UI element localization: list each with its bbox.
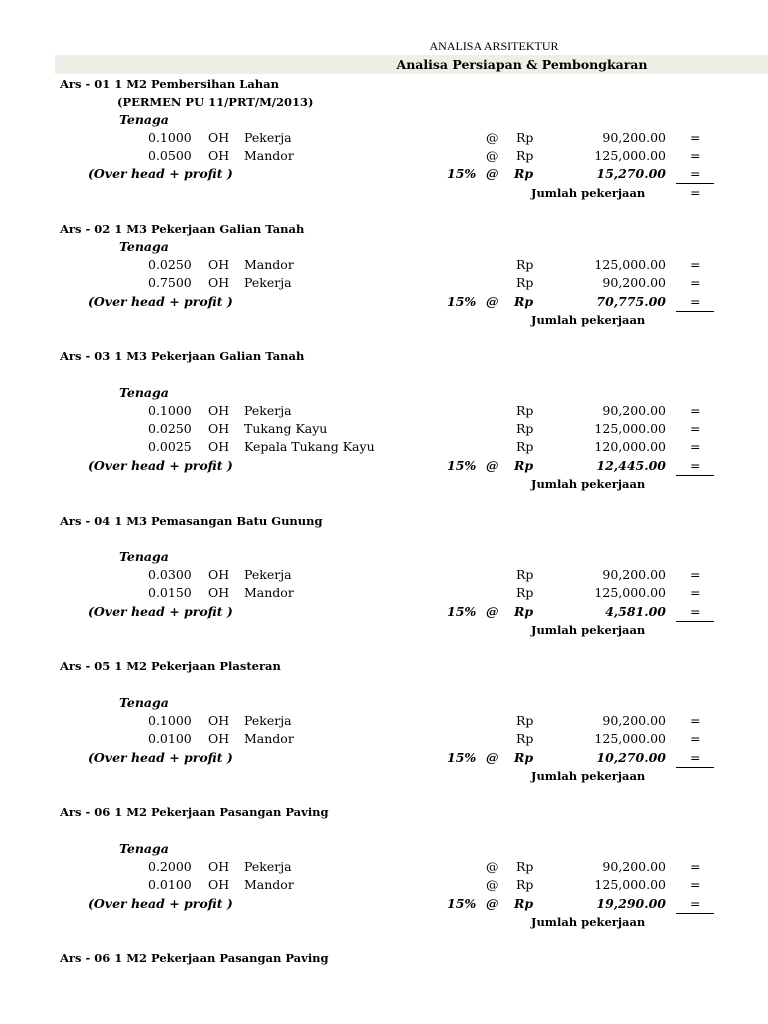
overhead-value: 12,445.00 [596, 458, 666, 473]
currency: Rp [514, 750, 534, 765]
overhead-value: 19,290.00 [596, 896, 666, 911]
coefficient: 0.0250 [148, 257, 192, 272]
price: 125,000.00 [594, 421, 666, 436]
equals-sign: = [690, 585, 701, 600]
overhead-percent: 15% [447, 896, 477, 911]
section-code: Ars - 04 1 M3 Pemasangan Batu Gunung [60, 514, 323, 528]
equals-sign: = [690, 731, 701, 746]
tenaga-label: Tenaga [119, 385, 169, 400]
tenaga-label: Tenaga [119, 112, 169, 127]
labor-name: Pekerja [244, 567, 292, 582]
currency: Rp [516, 421, 534, 436]
overhead-label: (Over head + profit ) [88, 896, 233, 911]
tenaga-label: Tenaga [119, 239, 169, 254]
currency: Rp [514, 458, 534, 473]
at-sign: @ [486, 604, 499, 619]
unit: OH [208, 257, 230, 272]
equals-sign: = [690, 130, 701, 145]
equals-sign: = [690, 877, 701, 892]
equals-sign: = [690, 185, 701, 200]
labor-name: Mandor [244, 731, 294, 746]
jumlah-label: Jumlah pekerjaan [531, 769, 646, 783]
labor-name: Pekerja [244, 713, 292, 728]
tenaga-label: Tenaga [119, 841, 169, 856]
section-code: Ars - 03 1 M3 Pekerjaan Galian Tanah [60, 349, 305, 363]
section-reference: (PERMEN PU 11/PRT/M/2013) [117, 95, 314, 109]
unit: OH [208, 859, 230, 874]
currency: Rp [516, 713, 534, 728]
coefficient: 0.0100 [148, 877, 192, 892]
labor-name: Mandor [244, 585, 294, 600]
section-code: Ars - 06 1 M2 Pekerjaan Pasangan Paving [60, 805, 329, 819]
price: 125,000.00 [594, 877, 666, 892]
jumlah-label: Jumlah pekerjaan [531, 186, 646, 200]
overhead-value: 15,270.00 [596, 166, 666, 181]
overhead-percent: 15% [447, 166, 477, 181]
equals-sign: = [690, 859, 701, 874]
total-underline [676, 913, 714, 914]
at-sign: @ [486, 896, 499, 911]
labor-name: Pekerja [244, 130, 292, 145]
equals-sign: = [690, 403, 701, 418]
unit: OH [208, 877, 230, 892]
currency: Rp [516, 257, 534, 272]
equals-sign: = [690, 458, 701, 473]
price: 120,000.00 [594, 439, 666, 454]
overhead-percent: 15% [447, 604, 477, 619]
coefficient: 0.0500 [148, 148, 192, 163]
price: 90,200.00 [602, 403, 666, 418]
unit: OH [208, 403, 230, 418]
at-sign: @ [486, 877, 499, 892]
at-sign: @ [486, 294, 499, 309]
currency: Rp [516, 148, 534, 163]
coefficient: 0.0300 [148, 567, 192, 582]
at-sign: @ [486, 166, 499, 181]
equals-sign: = [690, 166, 701, 181]
equals-sign: = [690, 750, 701, 765]
unit: OH [208, 421, 230, 436]
section-code: Ars - 06 1 M2 Pekerjaan Pasangan Paving [60, 951, 329, 965]
equals-sign: = [690, 275, 701, 290]
tenaga-label: Tenaga [119, 695, 169, 710]
jumlah-label: Jumlah pekerjaan [531, 623, 646, 637]
equals-sign: = [690, 257, 701, 272]
currency: Rp [516, 439, 534, 454]
overhead-label: (Over head + profit ) [88, 166, 233, 181]
unit: OH [208, 439, 230, 454]
price: 90,200.00 [602, 130, 666, 145]
overhead-percent: 15% [447, 294, 477, 309]
coefficient: 0.0250 [148, 421, 192, 436]
jumlah-label: Jumlah pekerjaan [531, 477, 646, 491]
at-sign: @ [486, 458, 499, 473]
currency: Rp [516, 731, 534, 746]
total-underline [676, 311, 714, 312]
unit: OH [208, 731, 230, 746]
price: 90,200.00 [602, 567, 666, 582]
currency: Rp [514, 896, 534, 911]
price: 90,200.00 [602, 713, 666, 728]
at-sign: @ [486, 130, 499, 145]
overhead-percent: 15% [447, 750, 477, 765]
at-sign: @ [486, 148, 499, 163]
price: 125,000.00 [594, 148, 666, 163]
section-code: Ars - 05 1 M2 Pekerjaan Plasteran [60, 659, 281, 673]
currency: Rp [514, 604, 534, 619]
currency: Rp [516, 585, 534, 600]
equals-sign: = [690, 439, 701, 454]
currency: Rp [516, 567, 534, 582]
price: 90,200.00 [602, 859, 666, 874]
labor-name: Pekerja [244, 403, 292, 418]
labor-name: Kepala Tukang Kayu [244, 439, 375, 454]
unit: OH [208, 713, 230, 728]
page-subtitle: Analisa Persiapan & Pembongkaran [396, 57, 648, 72]
equals-sign: = [690, 713, 701, 728]
unit: OH [208, 148, 230, 163]
labor-name: Mandor [244, 877, 294, 892]
overhead-value: 4,581.00 [605, 604, 666, 619]
equals-sign: = [690, 148, 701, 163]
tenaga-label: Tenaga [119, 549, 169, 564]
unit: OH [208, 275, 230, 290]
labor-name: Mandor [244, 148, 294, 163]
overhead-value: 70,775.00 [596, 294, 666, 309]
price: 90,200.00 [602, 275, 666, 290]
labor-name: Pekerja [244, 275, 292, 290]
total-underline [676, 475, 714, 476]
unit: OH [208, 585, 230, 600]
labor-name: Tukang Kayu [244, 421, 328, 436]
labor-name: Mandor [244, 257, 294, 272]
equals-sign: = [690, 604, 701, 619]
jumlah-label: Jumlah pekerjaan [531, 915, 646, 929]
currency: Rp [516, 859, 534, 874]
coefficient: 0.2000 [148, 859, 192, 874]
coefficient: 0.0025 [148, 439, 192, 454]
unit: OH [208, 567, 230, 582]
overhead-value: 10,270.00 [596, 750, 666, 765]
currency: Rp [516, 275, 534, 290]
currency: Rp [514, 294, 534, 309]
coefficient: 0.1000 [148, 403, 192, 418]
section-code: Ars - 01 1 M2 Pembersihan Lahan [60, 77, 279, 91]
section-code: Ars - 02 1 M3 Pekerjaan Galian Tanah [60, 222, 305, 236]
price: 125,000.00 [594, 585, 666, 600]
labor-name: Pekerja [244, 859, 292, 874]
page-title: ANALISA ARSITEKTUR [429, 39, 559, 53]
jumlah-label: Jumlah pekerjaan [531, 313, 646, 327]
coefficient: 0.0100 [148, 731, 192, 746]
equals-sign: = [690, 567, 701, 582]
price: 125,000.00 [594, 731, 666, 746]
equals-sign: = [690, 896, 701, 911]
at-sign: @ [486, 859, 499, 874]
unit: OH [208, 130, 230, 145]
currency: Rp [516, 130, 534, 145]
coefficient: 0.1000 [148, 713, 192, 728]
currency: Rp [516, 877, 534, 892]
currency: Rp [516, 403, 534, 418]
overhead-label: (Over head + profit ) [88, 294, 233, 309]
overhead-label: (Over head + profit ) [88, 604, 233, 619]
coefficient: 0.0150 [148, 585, 192, 600]
coefficient: 0.7500 [148, 275, 192, 290]
total-underline [676, 621, 714, 622]
coefficient: 0.1000 [148, 130, 192, 145]
equals-sign: = [690, 421, 701, 436]
equals-sign: = [690, 294, 701, 309]
total-underline [676, 183, 714, 184]
overhead-percent: 15% [447, 458, 477, 473]
at-sign: @ [486, 750, 499, 765]
total-underline [676, 767, 714, 768]
overhead-label: (Over head + profit ) [88, 750, 233, 765]
overhead-label: (Over head + profit ) [88, 458, 233, 473]
price: 125,000.00 [594, 257, 666, 272]
currency: Rp [514, 166, 534, 181]
